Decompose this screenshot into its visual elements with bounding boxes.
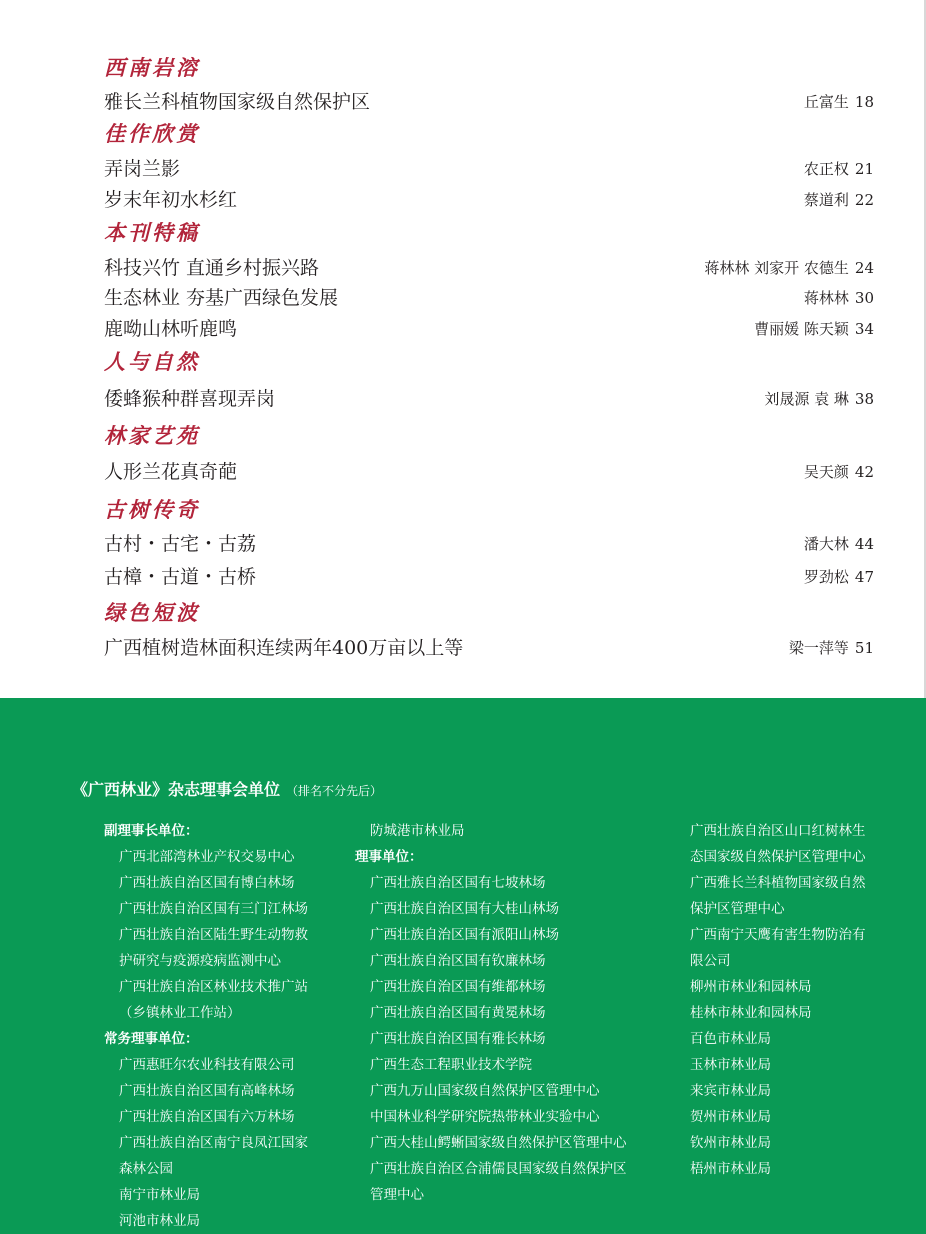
article-author: 吴天颜 [803, 463, 849, 481]
list-item: 广西生态工程职业技术学院 [370, 1057, 532, 1073]
list-item: 保护区管理中心 [690, 901, 785, 917]
article-author: 刘晟源 袁 琳 [764, 390, 849, 408]
list-item: 管理中心 [370, 1187, 424, 1203]
article-title: 古村・古宅・古荔 [104, 533, 257, 555]
list-item: 广西壮族自治区国有三门江林场 [119, 901, 308, 917]
page-number: 44 [854, 535, 874, 553]
page-number: 21 [854, 160, 874, 178]
list-item: 广西壮族自治区国有雅长林场 [370, 1031, 546, 1047]
list-item: 柳州市林业和园林局 [690, 979, 812, 995]
section-title: 林家艺苑 [104, 423, 200, 448]
list-item: 广西壮族自治区合浦儒艮国家级自然保护区 [370, 1161, 627, 1177]
page-number: 47 [854, 568, 874, 586]
section-title: 绿色短波 [104, 600, 200, 625]
page-number: 24 [854, 259, 874, 277]
article-author: 曹丽媛 陈天颖 [754, 320, 849, 338]
article-author: 蒋林林 [803, 289, 849, 307]
page-number: 22 [854, 191, 874, 209]
council-column-1 [104, 818, 308, 1234]
list-item: 广西壮族自治区国有七坡林场 [370, 875, 546, 891]
article-title: 广西植树造林面积连续两年400万亩以上等 [104, 637, 464, 659]
list-item: 广西惠旺尔农业科技有限公司 [119, 1057, 295, 1073]
list-item: 广西壮族自治区国有六万林场 [119, 1109, 295, 1125]
list-item: 广西壮族自治区国有维都林场 [370, 979, 546, 995]
page-number: 42 [854, 463, 874, 481]
list-item: 广西壮族自治区陆生野生动物救 [119, 927, 308, 943]
article-author: 蒋林林 刘家开 农德生 [704, 259, 849, 277]
article-title: 人形兰花真奇葩 [104, 461, 238, 483]
list-item: 护研究与疫源疫病监测中心 [119, 953, 281, 969]
article-title: 弄岗兰影 [104, 158, 181, 180]
toc-entry[interactable] [104, 156, 874, 182]
toc-entry[interactable] [104, 386, 874, 412]
toc-entry[interactable] [104, 255, 874, 281]
article-title: 雅长兰科植物国家级自然保护区 [104, 91, 371, 113]
toc-entry[interactable] [104, 187, 874, 213]
list-item: 广西九万山国家级自然保护区管理中心 [370, 1083, 600, 1099]
list-item: 广西壮族自治区国有大桂山林场 [370, 901, 559, 917]
toc-entry[interactable] [104, 316, 874, 342]
council-panel [0, 698, 926, 1234]
list-item: 钦州市林业局 [690, 1135, 771, 1151]
toc-entry[interactable] [104, 531, 874, 557]
article-title: 生态林业 夯基广西绿色发展 [104, 287, 339, 309]
list-item: 广西壮族自治区国有高峰林场 [119, 1083, 295, 1099]
list-item: 广西壮族自治区国有派阳山林场 [370, 927, 559, 943]
article-author: 梁一萍等 [788, 639, 849, 657]
page-number: 30 [854, 289, 874, 307]
list-item: 南宁市林业局 [119, 1187, 200, 1203]
section-title: 本刊特稿 [104, 220, 200, 245]
article-author: 蔡道利 [803, 191, 849, 209]
list-item: 防城港市林业局 [370, 823, 465, 839]
list-item: 广西壮族自治区山口红树林生 [690, 823, 866, 839]
article-title: 岁末年初水杉红 [104, 189, 238, 211]
list-item: （乡镇林业工作站） [119, 1005, 241, 1021]
article-title: 鹿呦山林听鹿鸣 [104, 318, 238, 340]
council-title [72, 777, 382, 800]
section-title: 佳作欣赏 [104, 121, 200, 146]
list-item: 广西南宁天鹰有害生物防治有 [690, 927, 866, 943]
page-number: 51 [854, 639, 874, 657]
page-number: 34 [854, 320, 874, 338]
article-author: 罗劲松 [803, 568, 849, 586]
toc-entry[interactable] [104, 285, 874, 311]
list-item: 广西壮族自治区国有博白林场 [119, 875, 295, 891]
toc-entry[interactable] [104, 635, 874, 661]
toc-entry[interactable] [104, 459, 874, 485]
list-item: 来宾市林业局 [690, 1083, 771, 1099]
list-item: 桂林市林业和园林局 [690, 1005, 812, 1021]
council-title-text: 《广西林业》杂志理事会单位 [72, 780, 281, 799]
list-item: 梧州市林业局 [690, 1161, 771, 1177]
article-title: 古樟・古道・古桥 [104, 566, 257, 588]
list-item: 广西壮族自治区国有钦廉林场 [370, 953, 546, 969]
list-item: 玉林市林业局 [690, 1057, 771, 1073]
list-item: 广西雅长兰科植物国家级自然 [690, 875, 866, 891]
council-column-2 [355, 818, 627, 1208]
article-author: 农正权 [803, 160, 849, 178]
article-title: 科技兴竹 直通乡村振兴路 [104, 257, 320, 279]
list-item: 中国林业科学研究院热带林业实验中心 [370, 1109, 600, 1125]
list-item: 态国家级自然保护区管理中心 [690, 849, 866, 865]
member-label: 理事单位： [355, 849, 423, 865]
list-item: 广西壮族自治区林业技术推广站 [119, 979, 308, 995]
list-item: 广西壮族自治区南宁良凤江国家 [119, 1135, 308, 1151]
page-number: 18 [854, 93, 874, 111]
section-title: 古树传奇 [104, 497, 200, 522]
list-item: 贺州市林业局 [690, 1109, 771, 1125]
list-item: 广西北部湾林业产权交易中心 [119, 849, 295, 865]
list-item: 百色市林业局 [690, 1031, 771, 1047]
toc-entry[interactable] [104, 89, 874, 115]
standing-label: 常务理事单位： [104, 1031, 199, 1047]
council-column-3 [690, 818, 866, 1182]
page-number: 38 [854, 390, 874, 408]
section-title: 西南岩溶 [104, 55, 200, 80]
list-item: 森林公园 [119, 1161, 173, 1177]
vice-chair-label: 副理事长单位： [104, 823, 199, 839]
council-note: （排名不分先后） [286, 784, 383, 798]
list-item: 广西大桂山鳄蜥国家级自然保护区管理中心 [370, 1135, 627, 1151]
article-author: 潘大林 [803, 535, 849, 553]
toc-entry[interactable] [104, 564, 874, 590]
list-item: 河池市林业局 [119, 1213, 200, 1229]
section-title: 人与自然 [104, 349, 200, 374]
list-item: 广西壮族自治区国有黄冕林场 [370, 1005, 546, 1021]
article-title: 倭蜂猴种群喜现弄岗 [104, 388, 276, 410]
list-item: 限公司 [690, 953, 731, 969]
article-author: 丘富生 [803, 93, 849, 111]
